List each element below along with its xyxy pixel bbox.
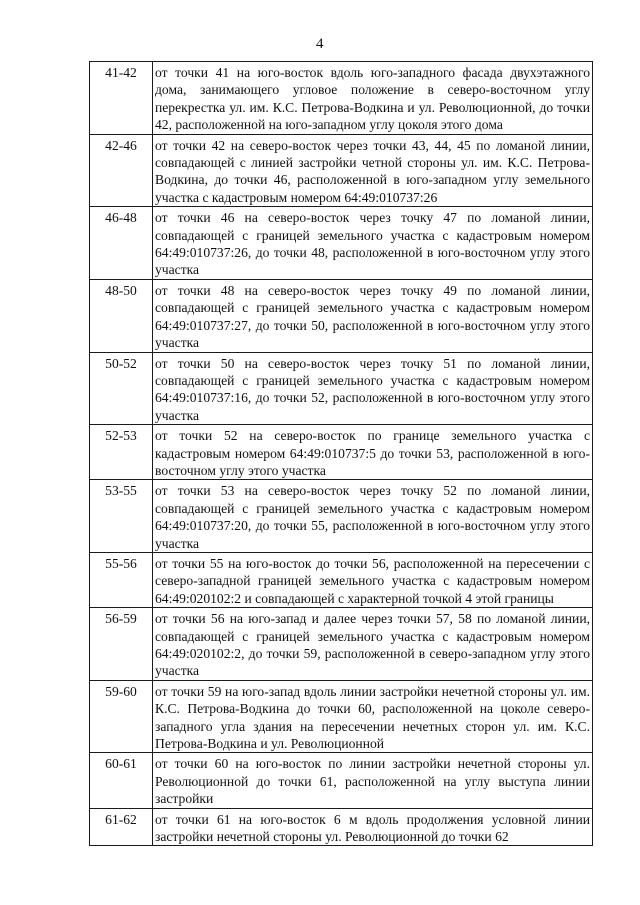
description-cell: от точки 60 на юго-восток по линии застройки нечетной стороны ул. Революционной до точки 61, расположенной на углу выступа линии застройки bbox=[153, 753, 593, 808]
boundary-description-table bbox=[89, 61, 593, 846]
table-row bbox=[90, 207, 593, 280]
table-row bbox=[90, 480, 593, 553]
segment-cell: 41-42 bbox=[90, 62, 153, 135]
segment-cell: 50-52 bbox=[90, 352, 153, 425]
table-row bbox=[90, 134, 593, 207]
segment-cell: 60-61 bbox=[90, 753, 153, 808]
table-row bbox=[90, 753, 593, 808]
table-row bbox=[90, 680, 593, 753]
table-row bbox=[90, 608, 593, 681]
segment-cell: 55-56 bbox=[90, 552, 153, 607]
segment-cell: 52-53 bbox=[90, 425, 153, 480]
description-cell: от точки 46 на северо-восток через точку 47 по ломаной линии, совпадающей с границей земельного участка с кадастровым номером 64:49:010737:26, до точки 48, расположенной в юго-восточном углу этого участка bbox=[153, 207, 593, 280]
description-cell: от точки 52 на северо-восток по границе земельного участка с кадастровым номером 64:49:010737:5 до точки 53, расположенной в юго-восточном углу этого участка bbox=[153, 425, 593, 480]
segment-cell: 61-62 bbox=[90, 808, 153, 846]
segment-cell: 46-48 bbox=[90, 207, 153, 280]
table-row bbox=[90, 808, 593, 846]
segment-cell: 42-46 bbox=[90, 134, 153, 207]
table-row bbox=[90, 425, 593, 480]
description-cell: от точки 48 на северо-восток через точку 49 по ломаной линии, совпадающей с границей земельного участка с кадастровым номером 64:49:010737:27, до точки 50, расположенной в юго-восточном углу этого участка bbox=[153, 279, 593, 352]
description-cell: от точки 42 на северо-восток через точки 43, 44, 45 по ломаной линии, совпадающей с линией застройки четной стороны ул. им. К.С. Петрова-Водкина, до точки 46, расположенной в юго-западном углу земельного участка с кадастровым номером 64:49:010737:26 bbox=[153, 134, 593, 207]
table-row bbox=[90, 62, 593, 135]
description-cell: от точки 50 на северо-восток через точку 51 по ломаной линии, совпадающей с границей земельного участка с кадастровым номером 64:49:010737:16, до точки 52, расположенной в юго-восточном углу этого участка bbox=[153, 352, 593, 425]
table-row bbox=[90, 552, 593, 607]
description-cell: от точки 56 на юго-запад и далее через точки 57, 58 по ломаной линии, совпадающей с границей земельного участка с кадастровым номером 64:49:020102:2, до точки 59, расположенной в северо-западном углу этого участка bbox=[153, 608, 593, 681]
segment-cell: 59-60 bbox=[90, 680, 153, 753]
segment-cell: 53-55 bbox=[90, 480, 153, 553]
description-cell: от точки 59 на юго-запад вдоль линии застройки нечетной стороны ул. им. К.С. Петрова-Водкина до точки 60, расположенной на цоколе северо-западного угла здания на пересечении нечетных сторон ул. им. К.С. Петрова-Водкина и ул. Революционной bbox=[153, 680, 593, 753]
segment-cell: 56-59 bbox=[90, 608, 153, 681]
description-cell: от точки 41 на юго-восток вдоль юго-западного фасада двухэтажного дома, занимающего угловое положение в северо-восточном углу перекрестка ул. им. К.С. Петрова-Водкина и ул. Революционной, до точки 42, расположенной на юго-западном углу цоколя этого дома bbox=[153, 62, 593, 135]
description-cell: от точки 61 на юго-восток 6 м вдоль продолжения условной линии застройки нечетной стороны ул. Революционной до точки 62 bbox=[153, 808, 593, 846]
table-row bbox=[90, 279, 593, 352]
description-cell: от точки 55 на юго-восток до точки 56, расположенной на пересечении с северо-западной границей земельного участка с кадастровым номером 64:49:020102:2 и совпадающей с характерной точкой 4 этой границы bbox=[153, 552, 593, 607]
page-number: 4 bbox=[316, 36, 324, 52]
table-row bbox=[90, 352, 593, 425]
segment-cell: 48-50 bbox=[90, 279, 153, 352]
description-cell: от точки 53 на северо-восток через точку 52 по ломаной линии, совпадающей с границей земельного участка с кадастровым номером 64:49:010737:20, до точки 55, расположенной в юго-восточном углу этого участка bbox=[153, 480, 593, 553]
